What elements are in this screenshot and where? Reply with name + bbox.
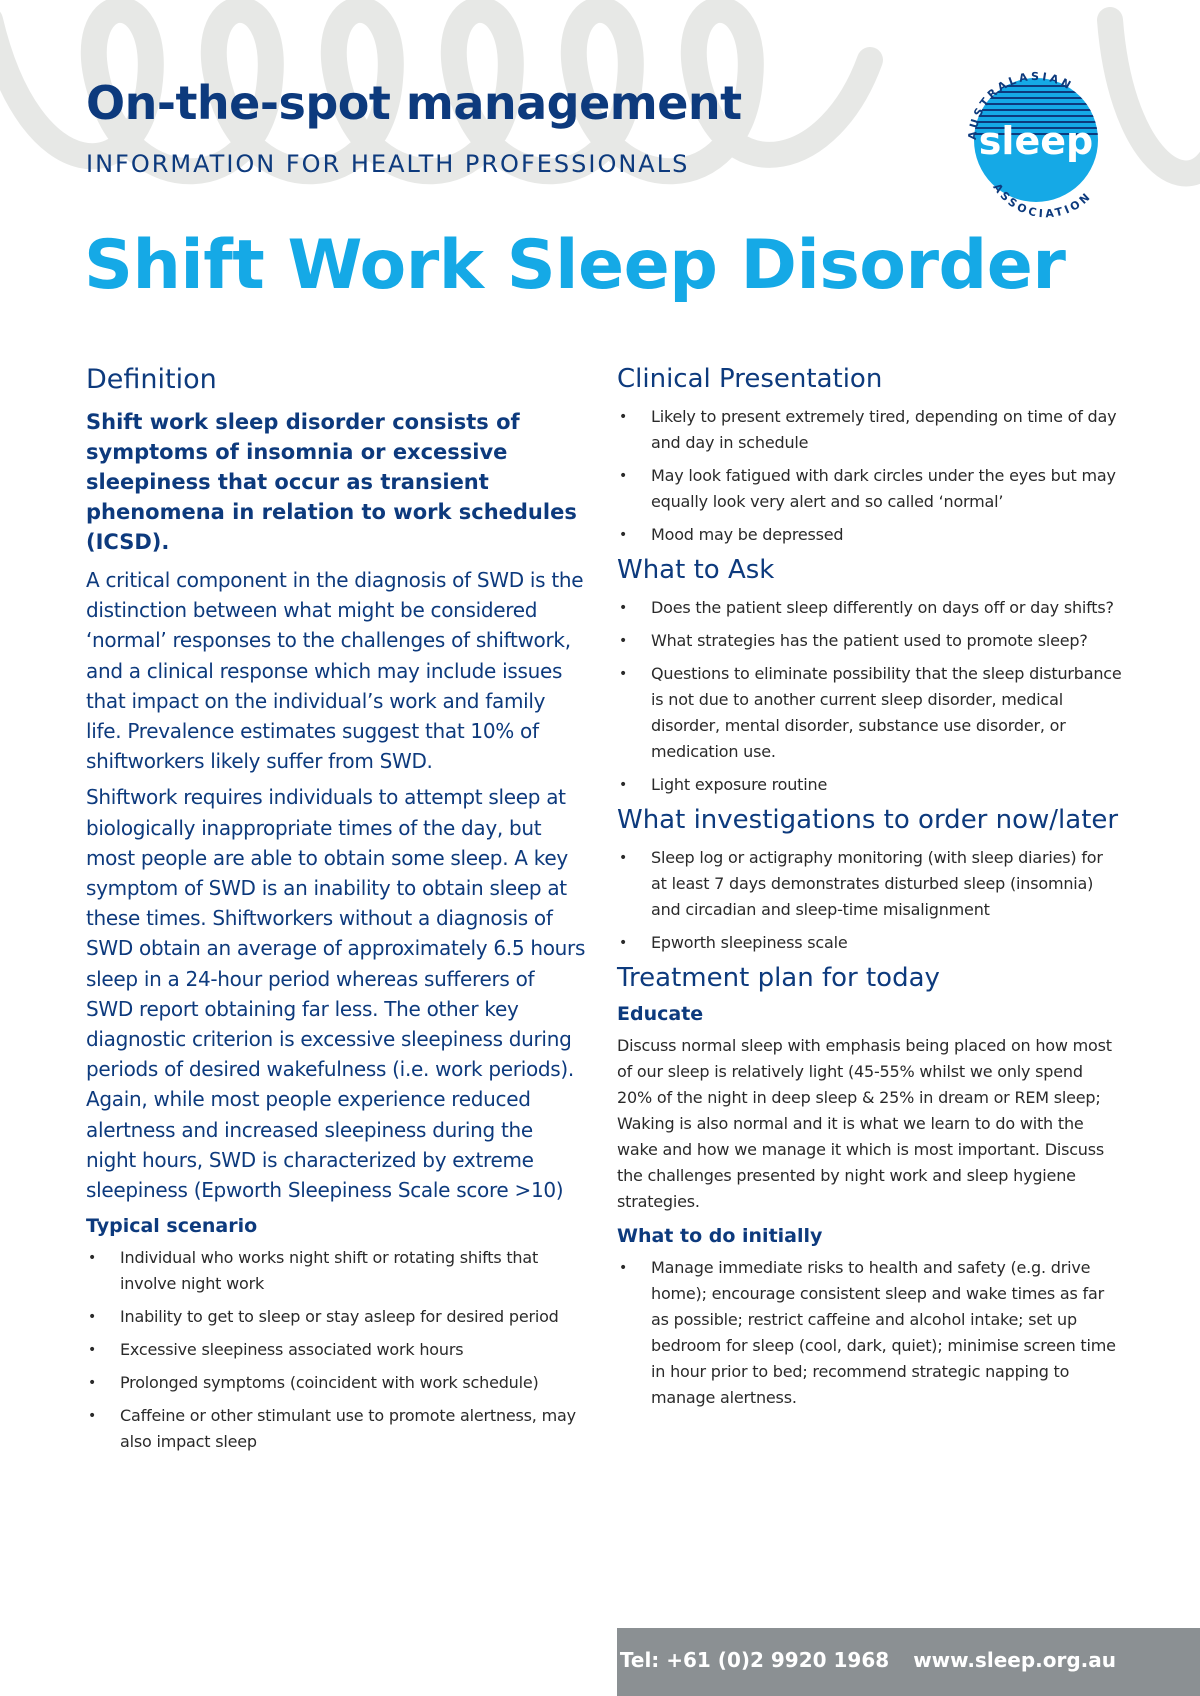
definition-lead: Shift work sleep disorder consists of symptoms of insomnia or excessive sleepiness that occur as transient phenomena in relation to work schedules (ICSD). bbox=[86, 410, 577, 554]
definition-paragraph: Shiftwork requires individuals to attempt sleep at biologically inappropriate times of the day, but most people are able to obtain some sleep. A key symptom of SWD is an inability to obtain sleep at these times. Shiftworkers without a diagnosis of SWD obtain an average of approximately 6.5 hours sleep in a 24-hour period whereas sufferers of SWD report obtaining far less. The other key diagnostic criterion is excessive sleepiness during periods of desired wakefulness (i.e. work periods). Again, while most people experience reduced alertness and increased sleepiness during the night hours, SWD is characterized by extreme sleepiness (Epworth Sleepiness Scale score >10) bbox=[86, 785, 586, 1203]
educate-heading: Educate bbox=[617, 1003, 704, 1025]
logo-arc-bottom: ASSOCIATION bbox=[990, 180, 1095, 221]
footer-website-link[interactable]: www.sleep.org.au bbox=[913, 1648, 1116, 1672]
educate-text: Discuss normal sleep with emphasis being placed on how most of our sleep is relatively light (45-55% whilst we only spend 20% of the night in deep sleep & 25% in dream or REM sleep; Waking is also normal and it is what we learn to do with the wake and how we manage it which is most important. Discuss the challenges presented by night work and sleep hygiene strategies. bbox=[617, 1036, 1112, 1211]
investigations-heading: What investigations to order now/later bbox=[617, 805, 1119, 835]
treatment-heading: Treatment plan for today bbox=[617, 963, 940, 993]
list-item: • Does the patient sleep differently on days off or day shifts? bbox=[617, 595, 1122, 621]
footer-bar bbox=[617, 1628, 1200, 1696]
list-item: • Caffeine or other stimulant use to promote alertness, may also impact sleep bbox=[86, 1403, 586, 1455]
list-item: • Light exposure routine bbox=[617, 772, 1122, 798]
list-item: • Manage immediate risks to health and safety (e.g. drive home); encourage consistent sleep and wake times as far as possible; restrict caffeine and alcohol intake; set up bedroom for sleep (cool, dark, quiet); minimise screen time in hour prior to bed; recommend strategic napping to manage alertness. bbox=[617, 1255, 1122, 1411]
typical-scenario-list bbox=[86, 1245, 586, 1455]
investigations-list bbox=[617, 845, 1122, 956]
list-item: • Excessive sleepiness associated work hours bbox=[86, 1337, 586, 1363]
what-to-do-initially-heading: What to do initially bbox=[617, 1225, 823, 1247]
what-to-do-initially-list bbox=[617, 1255, 1122, 1411]
document-title: Shift Work Sleep Disorder bbox=[84, 226, 1066, 305]
definition-heading: Definition bbox=[86, 364, 217, 395]
header-subtitle: INFORMATION FOR HEALTH PROFESSIONALS bbox=[86, 150, 690, 178]
list-item: • Individual who works night shift or rotating shifts that involve night work bbox=[86, 1245, 586, 1297]
clinical-presentation-list bbox=[617, 404, 1122, 548]
logo-arc-top: AUSTRALASIAN bbox=[965, 69, 1076, 141]
list-item: • Questions to eliminate possibility that the sleep disturbance is not due to another current sleep disorder, medical disorder, mental disorder, substance use disorder, or medication use. bbox=[617, 661, 1122, 765]
list-item: • May look fatigued with dark circles under the eyes but may equally look very alert and so called ‘normal’ bbox=[617, 463, 1122, 515]
list-item: • Mood may be depressed bbox=[617, 522, 1122, 548]
clinical-presentation-heading: Clinical Presentation bbox=[617, 364, 883, 394]
definition-paragraph: A critical component in the diagnosis of SWD is the distinction between what might be considered ‘normal’ responses to the challenges of shiftwork, and a clinical response which may include issues that impact on the individual’s work and family life. Prevalence estimates suggest that 10% of shiftworkers likely suffer from SWD. bbox=[86, 568, 584, 774]
list-item: • Sleep log or actigraphy monitoring (with sleep diaries) for at least 7 days demonstrates disturbed sleep (insomnia) and circadian and sleep-time misalignment bbox=[617, 845, 1122, 923]
list-item: • Inability to get to sleep or stay asleep for desired period bbox=[86, 1304, 586, 1330]
left-column bbox=[86, 364, 586, 1462]
footer-contact bbox=[620, 1648, 1116, 1672]
footer-phone: Tel: +61 (0)2 9920 1968 bbox=[619, 1648, 890, 1672]
right-column bbox=[617, 364, 1122, 1418]
header-title: On-the-spot management bbox=[86, 76, 742, 130]
list-item: • Likely to present extremely tired, depending on time of day and day in schedule bbox=[617, 404, 1122, 456]
list-item: • What strategies has the patient used to promote sleep? bbox=[617, 628, 1122, 654]
australasian-sleep-association-logo bbox=[946, 48, 1126, 228]
what-to-ask-heading: What to Ask bbox=[617, 555, 775, 585]
logo-word: sleep bbox=[978, 119, 1094, 163]
list-item: • Epworth sleepiness scale bbox=[617, 930, 1122, 956]
what-to-ask-list bbox=[617, 595, 1122, 798]
typical-scenario-heading: Typical scenario bbox=[86, 1215, 258, 1238]
list-item: • Prolonged symptoms (coincident with work schedule) bbox=[86, 1370, 586, 1396]
